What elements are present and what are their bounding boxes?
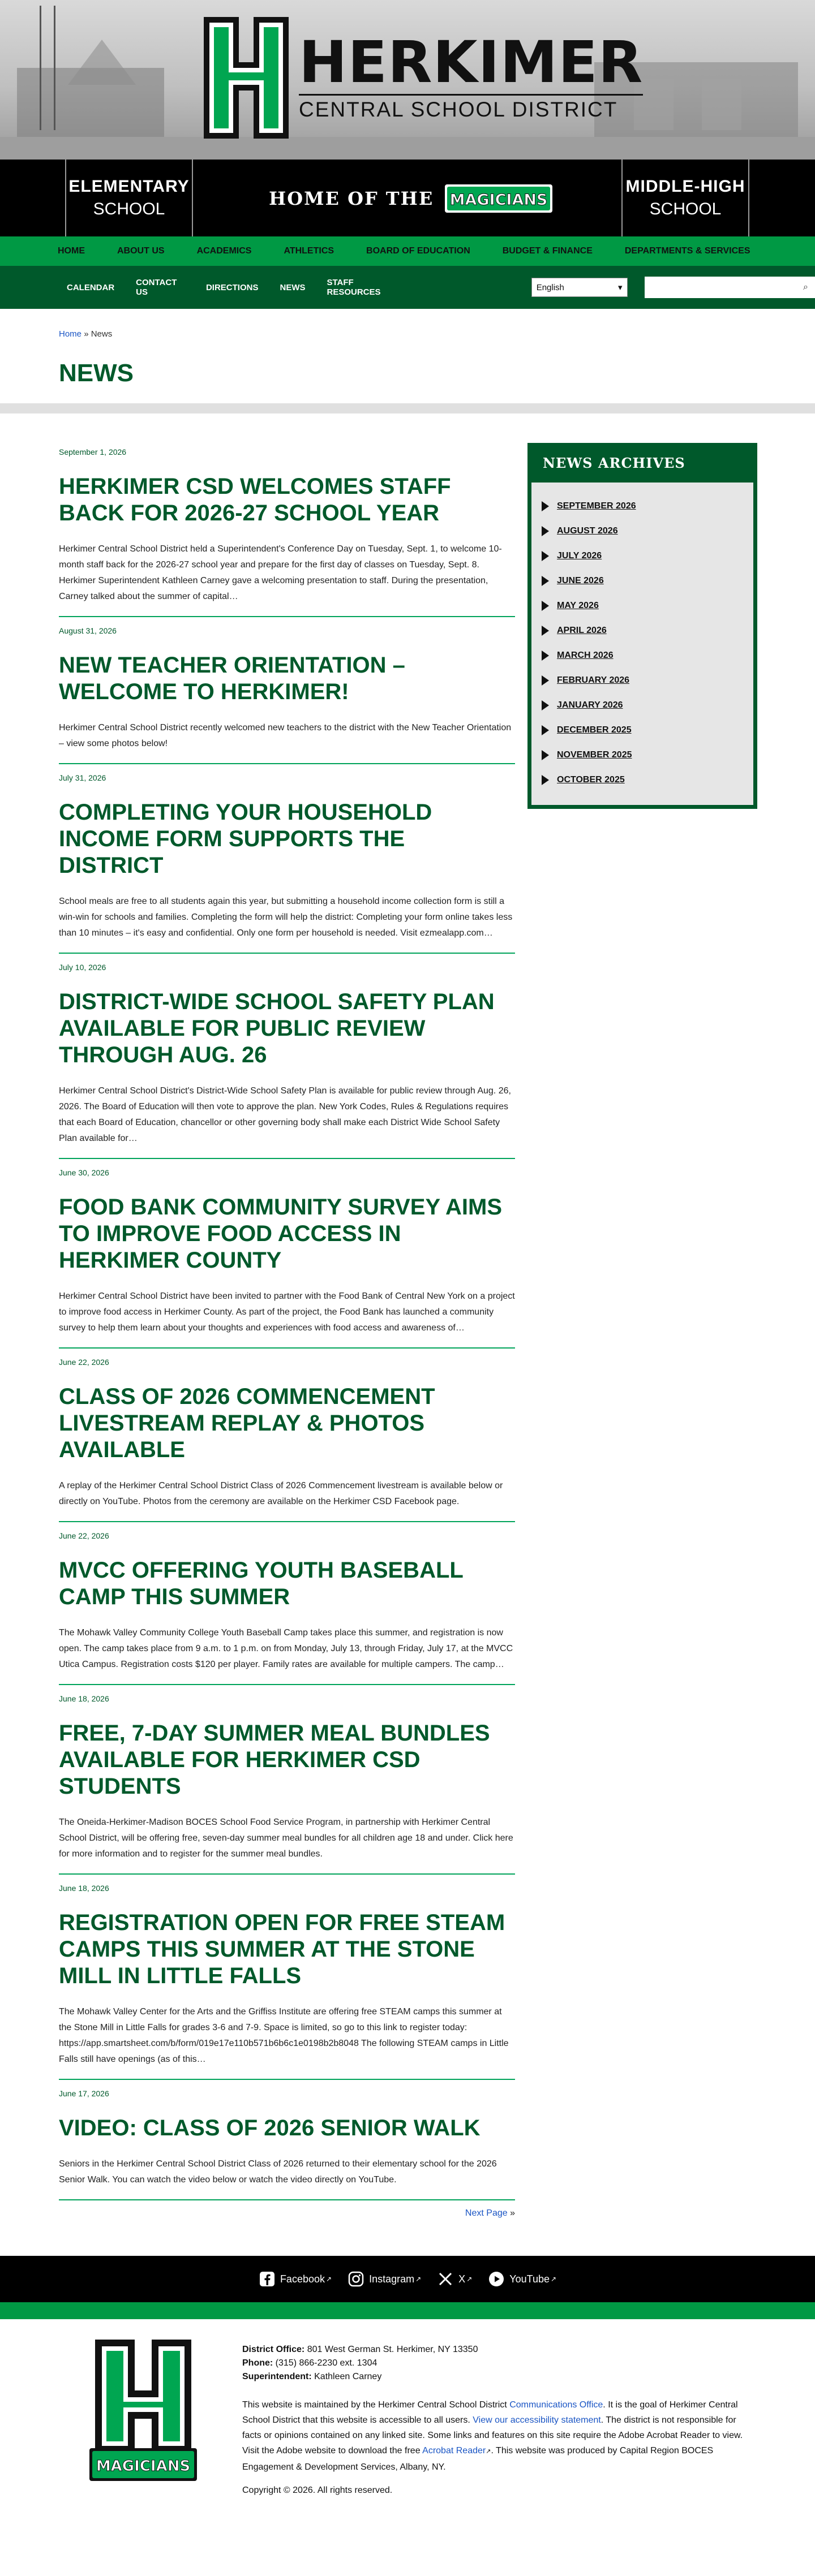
external-link-icon: ↗ [486,2448,491,2455]
instagram-icon [348,2271,364,2288]
flagpole [40,6,41,130]
district-logo-link[interactable] [204,17,643,139]
chevron-down-icon: ▾ [617,283,623,292]
post-excerpt: Herkimer Central School District held a Superintendent's Conference Day on Tuesday, Sept. 1, to welcome 10-month staff back for the 2026-27 school year and prepare for the first day of classes on Tuesday, Sept. 8. Herkimer Superintendent Kathleen Carney gave a welcoming presentation to staff. During the presentation, Carney talked about the summer of capital… [59,544,502,601]
post-title-link[interactable]: FOOD BANK COMMUNITY SURVEY AIMS TO IMPROVE FOOD ACCESS IN HERKIMER COUNTY [59,1195,503,1273]
news-post [59,954,515,1159]
archive-item [542,618,743,643]
nav-news[interactable]: NEWS [280,282,306,292]
triangle-right-icon [542,750,549,760]
elementary-school-link[interactable]: ELEMENTARY SCHOOL [65,160,193,236]
archives-list [531,483,753,805]
post-excerpt: Herkimer Central School District recently welcomed new teachers to the district with the New Teacher Orientation – view some photos below! [59,723,512,748]
phone-number: (315) 866-2230 ext. 1304 [275,2358,378,2368]
post-title-link[interactable]: HERKIMER CSD WELCOMES STAFF BACK FOR 2026-27 SCHOOL YEAR [59,474,451,525]
triangle-right-icon [542,501,549,511]
post-excerpt: The Mohawk Valley Community College Youth Baseball Camp takes place this summer, and registration is now open. The camp takes place from 9 a.m. to 1 p.m. on from Monday, July 13, through Friday, July 17, at the MVCC Utica Campus. Registration costs $120 per player. Family rates are available for multiple campers. The camp… [59,1628,513,1669]
external-link-icon: ↗ [326,2275,332,2283]
road [0,137,815,160]
district-name: HERKIMER [299,29,644,96]
magicians-h-logo-icon [89,2340,197,2487]
nav-staff-resources[interactable]: STAFF RESOURCES [327,278,381,297]
archive-month-link[interactable]: DECEMBER 2025 [557,725,632,735]
youtube-link[interactable]: YouTube ↗ [488,2271,556,2288]
post-excerpt: School meals are free to all students again this year, but submitting a household income collection form is still a win-win for schools and families. Completing the form will help the district: Completing your form online takes less than 10 minutes – it's easy and confidential. Only one form per household is needed. Visit ezmealapp.com… [59,897,513,938]
page-title: NEWS [59,359,134,387]
nav-about-us[interactable]: ABOUT US [117,246,165,256]
archive-month-link[interactable]: SEPTEMBER 2026 [557,501,636,511]
primary-nav [0,236,815,266]
archives-title: NEWS ARCHIVES [531,447,753,483]
magicians-wordmark-icon [445,182,552,215]
divider [0,403,815,413]
news-post [59,1349,515,1522]
x-icon [437,2271,454,2288]
triangle-right-icon [542,626,549,636]
news-post [59,1875,515,2080]
external-link-icon: ↗ [466,2275,473,2283]
archive-item [542,668,743,693]
archive-month-link[interactable]: JANUARY 2026 [557,700,623,710]
header-banner [0,0,815,160]
pagination [59,2200,515,2219]
archive-month-link[interactable]: FEBRUARY 2026 [557,675,630,685]
flagpole [54,6,55,130]
nav-contact-us[interactable]: CONTACT US [136,278,177,297]
youtube-icon [488,2271,505,2288]
accessibility-statement-link[interactable]: View our accessibility statement [473,2415,601,2425]
post-title-link[interactable]: VIDEO: CLASS OF 2026 SENIOR WALK [59,2116,481,2140]
news-post [59,764,515,954]
news-post [59,1159,515,1349]
archive-month-link[interactable]: MARCH 2026 [557,651,614,660]
news-post [59,2080,515,2200]
breadcrumb: Home » News [59,329,113,339]
archive-month-link[interactable]: JULY 2026 [557,551,602,561]
triangle-right-icon [542,576,549,586]
nav-departments-services[interactable]: DEPARTMENTS & SERVICES [624,246,750,256]
post-date: June 17, 2026 [59,2089,109,2098]
post-title-link[interactable]: CLASS OF 2026 COMMENCEMENT LIVESTREAM REPLAY & PHOTOS AVAILABLE [59,1384,435,1462]
post-excerpt: The Mohawk Valley Center for the Arts and the Griffiss Institute are offering free STEAM camps this summer at the Stone Mill in Little Falls for grades 3-6 and 7-9. Space is limited, so go to this link to register today: https://app.smartsheet.com/b/form/019e17e110b571b6b6c1e0198b2b8048 The following STEAM camps in Little Falls still have openings (as of this… [59,2007,509,2064]
archive-item [542,768,743,792]
news-post [59,617,515,764]
archive-item [542,643,743,668]
post-excerpt: Herkimer Central School District's District-Wide School Safety Plan is available for public review through Aug. 26, 2026. The Board of Education will then vote to approve the plan. New York Codes, Rules & Regulations requires that each Board of Education, chancellor or other governing body shall make each District Wide School Safety Plan available for… [59,1086,511,1143]
post-title-link[interactable]: DISTRICT-WIDE SCHOOL SAFETY PLAN AVAILABLE FOR PUBLIC REVIEW THROUGH AUG. 26 [59,989,495,1067]
archive-month-link[interactable]: MAY 2026 [557,601,599,610]
post-title-link[interactable]: COMPLETING YOUR HOUSEHOLD INCOME FORM SUPPORTS THE DISTRICT [59,800,432,878]
post-title-link[interactable]: NEW TEACHER ORIENTATION – WELCOME TO HERKIMER! [59,653,405,704]
post-date: July 31, 2026 [59,773,106,782]
nav-athletics[interactable]: ATHLETICS [284,246,334,256]
post-date: July 10, 2026 [59,963,106,972]
post-title-link[interactable]: MVCC OFFERING YOUTH BASEBALL CAMP THIS SUMMER [59,1558,464,1609]
news-post [59,1522,515,1685]
archive-item [542,718,743,743]
building-window [702,79,741,130]
news-list [59,447,515,2200]
post-excerpt: Herkimer Central School District have been invited to partner with the Food Bank of Central New York on a project to improve food access in Herkimer County. As part of the project, the Food Bank has launched a community survey to help them learn about your thoughts and experiences with food access and awareness of… [59,1291,515,1333]
post-date: August 31, 2026 [59,626,117,635]
post-excerpt: A replay of the Herkimer Central School District Class of 2026 Commencement livestream is available below or directly on YouTube. Photos from the ceremony are available on the Herkimer CSD Facebook page. [59,1481,503,1506]
nav-home[interactable]: HOME [58,246,85,256]
svg-text:MAGICIANS: MAGICIANS [96,2458,191,2475]
archive-month-link[interactable]: APRIL 2026 [557,626,607,635]
triangle-right-icon [542,725,549,735]
school-bar [0,160,815,236]
svg-text:MAGICIANS: MAGICIANS [449,191,548,209]
news-post [59,1685,515,1875]
secondary-nav [0,266,815,309]
post-excerpt: Seniors in the Herkimer Central School District Class of 2026 returned to their elementary school for the 2026 Senior Walk. You can watch the video below or watch the video directly on YouTube. [59,2159,497,2185]
post-date: June 18, 2026 [59,1884,109,1893]
archive-item [542,519,743,544]
post-date: June 22, 2026 [59,1531,109,1540]
post-excerpt: The Oneida-Herkimer-Madison BOCES School Food Service Program, in partnership with Herkimer Central School District, will be offering free, seven-day summer meal bundles for all children age 18 and under. Click here for more information and to register for the summer meal bundles. [59,1817,513,1859]
archive-month-link[interactable]: NOVEMBER 2025 [557,750,632,760]
archive-item [542,743,743,768]
news-post [59,447,515,617]
breadcrumb-home-link[interactable]: Home [59,329,82,339]
breadcrumb-current: News [91,329,113,339]
post-date: September 1, 2026 [59,447,127,456]
acrobat-reader-link[interactable]: Acrobat Reader [422,2446,486,2456]
triangle-right-icon [542,651,549,661]
district-subtitle: CENTRAL SCHOOL DISTRICT [299,94,643,122]
nav-directions[interactable]: DIRECTIONS [205,282,259,292]
footer-green-bar [0,2302,815,2319]
archive-item [542,494,743,519]
copyright: Copyright © 2026. All rights reserved. [242,2485,393,2495]
external-link-icon: ↗ [415,2275,422,2283]
triangle-right-icon [542,551,549,561]
post-date: June 30, 2026 [59,1168,109,1177]
archive-month-link[interactable]: JUNE 2026 [557,576,604,585]
archive-month-link[interactable]: AUGUST 2026 [557,526,618,536]
triangle-right-icon [542,601,549,611]
footer-info: District Office: 801 West German St. Herkimer, NY 13350 Phone: (315) 866-2230 ext. 1304 Superintendent: Kathleen Carney This website is maintained by the Herkimer Central School District Communications Office. It is the goal of Herkimer Central School District that this website is accessible to all users. View our accessibility statement. The district is not responsible for facts or opinions contained on any linked site. Some links and features on this site require the Adobe Acrobat Reader to view. Visit the Adobe website to download the free Acrobat Reader↗. This website was produced by Capital Region BOCES Engagement & Development Services, Albany, NY. Copyright © 2026. All rights reserved. [242,2343,757,2497]
archive-item [542,568,743,593]
content-area [0,413,815,2219]
triangle-right-icon [542,526,549,536]
archive-item [542,693,743,718]
nav-calendar[interactable]: CALENDAR [67,282,115,292]
x-link[interactable]: X ↗ [437,2271,472,2288]
triangle-right-icon [542,700,549,710]
footer [0,2319,815,2555]
triangle-right-icon [542,675,549,686]
nav-academics[interactable]: ACADEMICS [196,246,252,256]
instagram-link[interactable]: Instagram ↗ [348,2271,421,2288]
home-of-text: HOME OF THE [269,188,434,209]
superintendent-name: Kathleen Carney [314,2372,382,2381]
facebook-icon [259,2271,276,2288]
next-page-link[interactable]: Next Page [465,2208,508,2218]
office-address: 801 West German St. Herkimer, NY 13350 [307,2345,478,2354]
triangle-right-icon [542,775,549,785]
search-input[interactable] [645,277,815,298]
archive-item [542,544,743,568]
nav-board-of-education[interactable]: BOARD OF EDUCATION [366,246,470,256]
middle-high-school-link[interactable]: MIDDLE-HIGH SCHOOL [621,160,749,236]
facebook-link[interactable]: Facebook ↗ [259,2271,332,2288]
h-logo-icon [204,17,289,139]
external-link-icon: ↗ [550,2275,557,2283]
post-title-link[interactable]: FREE, 7-DAY SUMMER MEAL BUNDLES AVAILABLE FOR HERKIMER CSD STUDENTS [59,1721,490,1799]
double-chevron-right-icon: » [510,2208,515,2218]
archive-item [542,593,743,618]
search-icon[interactable]: ⌕ [803,282,808,292]
archive-month-link[interactable]: OCTOBER 2025 [557,775,625,785]
post-date: June 18, 2026 [59,1694,109,1703]
footer-disclaimer: This website is maintained by the Herkimer Central School District Communications Office. It is the goal of Herkimer Central School District that this website is accessible to all users. View our accessibility statement. The district is not responsible for facts or opinions contained on any linked site. Some links and features on this site require the Adobe Acrobat Reader to view. Visit the Adobe website to download the free Acrobat Reader↗. This website was produced by Capital Region BOCES Engagement & Development Services, Albany, NY. [242,2400,743,2472]
building-roof [68,40,136,85]
post-date: June 22, 2026 [59,1358,109,1367]
nav-budget-finance[interactable]: BUDGET & FINANCE [502,246,593,256]
communications-office-link[interactable]: Communications Office [509,2400,603,2410]
language-select[interactable]: English ▾ [531,278,628,297]
home-of-the-magicians [269,182,552,215]
post-title-link[interactable]: REGISTRATION OPEN FOR FREE STEAM CAMPS THIS SUMMER AT THE STONE MILL IN LITTLE FALLS [59,1910,505,1988]
social-bar [0,2256,815,2302]
news-archives [527,443,757,809]
